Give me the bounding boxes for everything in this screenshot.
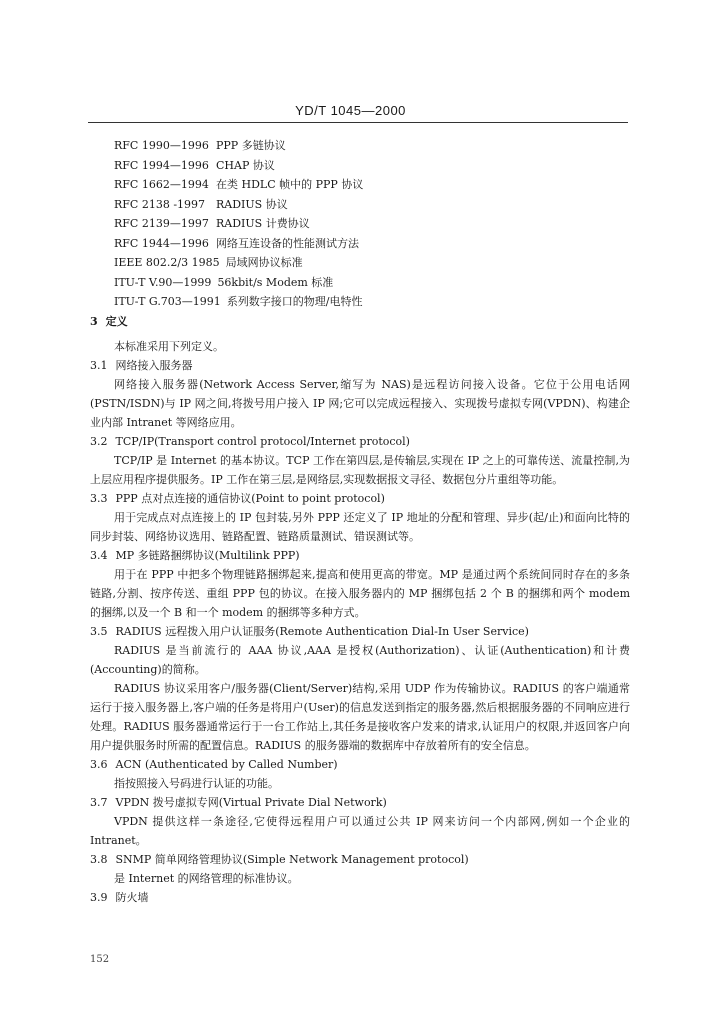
reference-item	[114, 273, 634, 293]
reference-code: RFC 2138 -1997	[114, 197, 206, 211]
definition-title: TCP/IP(Transport control protocol/Internet protocol)	[115, 435, 410, 448]
reference-item	[114, 214, 634, 234]
definition-title: PPP 点对点连接的通信协议(Point to point protocol)	[115, 492, 385, 505]
section-number: 3	[90, 315, 98, 328]
reference-title: 56kbit/s Modem 标准	[217, 275, 334, 289]
reference-code: RFC 1990—1996	[114, 139, 209, 152]
reference-code: IEEE 802.2/3 1985	[114, 256, 220, 269]
reference-code: ITU-T V.90—1999	[114, 275, 212, 289]
definition-title: VPDN 拨号虚拟专网(Virtual Private Dial Network)	[115, 796, 387, 809]
definition-number: 3.6	[90, 758, 108, 771]
definition-heading	[90, 489, 630, 508]
reference-item	[114, 195, 634, 215]
reference-code: RFC 1944—1996	[114, 236, 209, 250]
reference-item	[114, 175, 634, 195]
definition-text: TCP/IP 是 Internet 的基本协议。TCP 工作在第四层,是传输层,实现在 IP 之上的可靠传送、流量控制,为上层应用程序提供服务。IP 工作在第三层,是网络层,实现数据报文寻径、数据包分片重组等功能。	[90, 454, 630, 486]
reference-item	[114, 253, 634, 273]
definition-text: 是 Internet 的网络管理的标准协议。	[114, 872, 299, 885]
reference-item	[114, 292, 634, 312]
definition-number: 3.3	[90, 492, 108, 505]
reference-title: 局域网协议标准	[225, 256, 303, 269]
reference-item	[114, 156, 634, 176]
definition-heading	[90, 622, 630, 641]
definition-text: 用于完成点对点连接上的 IP 包封装,另外 PPP 还定义了 IP 地址的分配和管理、异步(起/止)和面向比特的同步封装、网络协议选用、链路配置、链路质量测试、错误测试等。	[90, 511, 630, 543]
definition-heading	[90, 546, 630, 565]
definition-text: RADIUS 是当前流行的 AAA 协议,AAA 是授权(Authorization)、认证(Authentication)和计费(Accounting)的简称。	[90, 644, 630, 676]
reference-title: RADIUS 计费协议	[216, 217, 310, 230]
reference-code: RFC 2139—1997	[114, 217, 209, 230]
header-divider	[88, 122, 628, 123]
definition-text: 指按照接入号码进行认证的功能。	[114, 777, 279, 790]
definitions-section	[90, 310, 630, 907]
definition-title: SNMP 简单网络管理协议(Simple Network Management protocol)	[115, 853, 469, 866]
definition-number: 3.2	[90, 435, 108, 448]
definition-number: 3.7	[90, 796, 108, 809]
definition-heading	[90, 755, 630, 774]
reference-title: 在类 HDLC 帧中的 PPP 协议	[216, 178, 364, 191]
definition-title: 网络接入服务器	[115, 359, 193, 372]
standard-header: YD/T 1045—2000	[295, 103, 406, 118]
definition-text: 网络接入服务器(Network Access Server,缩写为 NAS)是远程访问接入设备。它位于公用电话网(PSTN/ISDN)与 IP 网之间,将拨号用户接入 IP 网;它可以完成远程接入、实现拨号虚拟专网(VPDN)、构建企业内部 Intranet 等网络应用。	[90, 378, 630, 429]
definition-heading	[90, 432, 630, 451]
reference-code: RFC 1994—1996	[114, 158, 209, 172]
reference-title: PPP 多链协议	[216, 139, 286, 152]
page-number: 152	[90, 954, 110, 965]
reference-title: 系列数字接口的物理/电特性	[226, 295, 363, 308]
definition-heading	[90, 356, 630, 375]
definition-text: VPDN 提供这样一条途径,它使得远程用户可以通过公共 IP 网来访问一个内部网,例如一个企业的 Intranet。	[90, 815, 630, 847]
definition-heading	[90, 793, 630, 812]
definition-title: MP 多链路捆绑协议(Multilink PPP)	[115, 549, 300, 562]
definition-number: 3.5	[90, 625, 108, 638]
reference-title: CHAP 协议	[216, 158, 275, 172]
reference-title: 网络互连设备的性能测试方法	[216, 236, 359, 250]
definition-title: 防火墙	[115, 891, 149, 904]
definition-number: 3.9	[90, 891, 108, 904]
reference-code: ITU-T G.703—1991	[114, 295, 221, 308]
definition-number: 3.8	[90, 853, 108, 866]
section-title: 定义	[105, 315, 128, 328]
definition-number: 3.1	[90, 359, 108, 372]
reference-title: RADIUS 协议	[216, 197, 288, 211]
definition-number: 3.4	[90, 549, 108, 562]
definition-text: 用于在 PPP 中把多个物理链路捆绑起来,提高和使用更高的带宽。MP 是通过两个系统间同时存在的多条链路,分割、按序传送、重组 PPP 包的协议。在接入服务器内的 MP 捆绑包括 2 个 B 的捆绑和两个 modem 的捆绑,以及一个 B 和一个 modem 的捆绑等多种方式。	[90, 568, 630, 619]
definition-title: ACN (Authenticated by Called Number)	[115, 758, 338, 771]
definition-heading	[90, 888, 630, 907]
reference-list	[114, 136, 634, 312]
reference-item	[114, 136, 634, 156]
definition-text: RADIUS 协议采用客户/服务器(Client/Server)结构,采用 UDP 作为传输协议。RADIUS 的客户端通常运行于接入服务器上,客户端的任务是将用户(User)的信息发送到指定的服务器,然后根据服务器的不同响应进行处理。RADIUS 服务器通常运行于一台工作站上,其任务是接收客户发来的请求,认证用户的权限,并返回客户向用户提供服务时所需的配置信息。RADIUS 的服务器端的数据库中存放着所有的安全信息。	[90, 682, 630, 752]
definition-title: RADIUS 远程拨入用户认证服务(Remote Authentication Dial-In User Service)	[115, 625, 529, 638]
section-intro: 本标准采用下列定义。	[114, 340, 224, 353]
reference-code: RFC 1662—1994	[114, 178, 209, 191]
reference-item	[114, 234, 634, 254]
definition-heading	[90, 850, 630, 869]
section-heading	[90, 312, 630, 331]
